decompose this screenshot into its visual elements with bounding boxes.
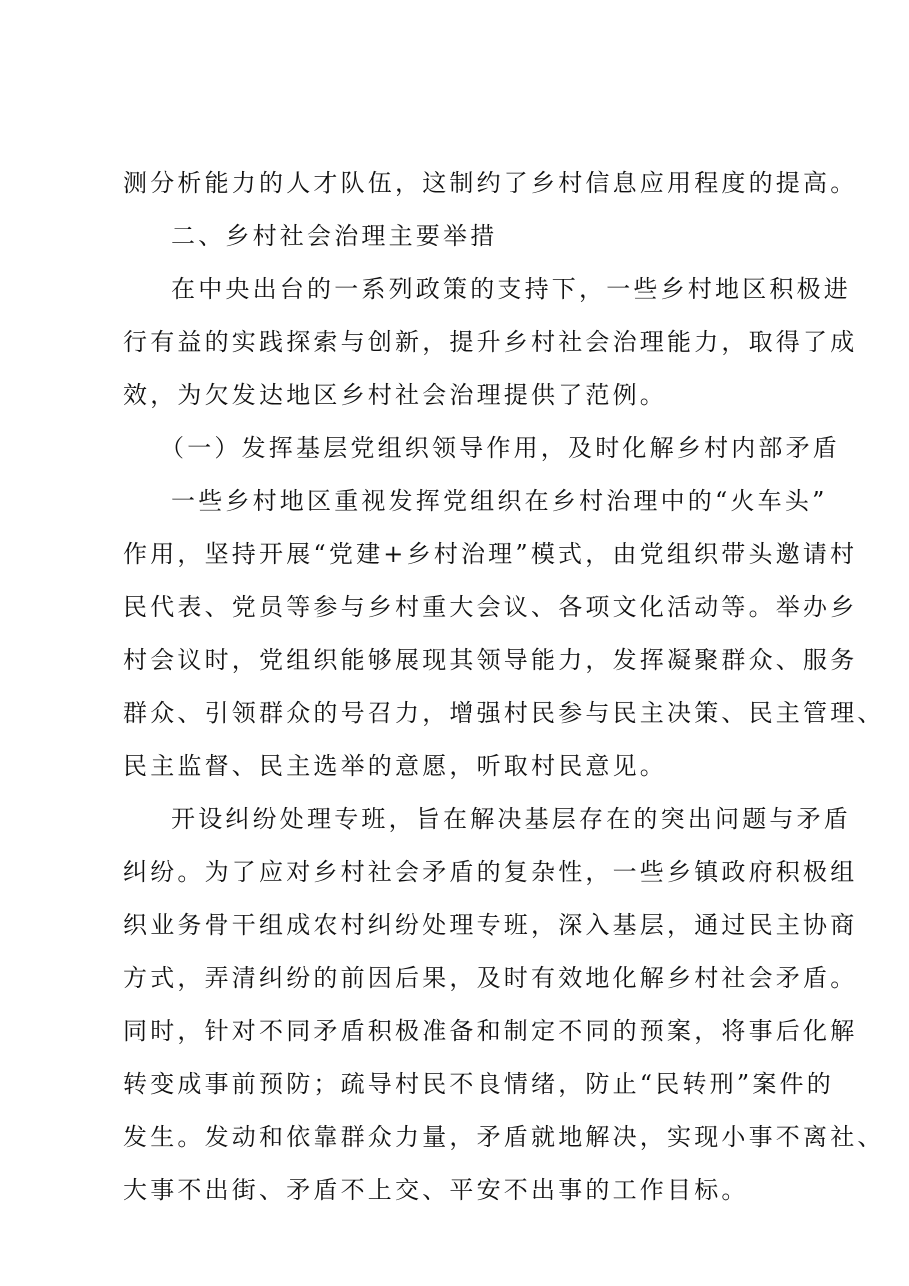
text-line: 同时，针对不同矛盾积极准备和制定不同的预案，将事后化解 bbox=[123, 1017, 858, 1045]
text-line: 行有益的实践探索与创新，提升乡村社会治理能力，取得了成 bbox=[123, 328, 858, 356]
text-line: 纠纷。为了应对乡村社会矛盾的复杂性，一些乡镇政府积极组 bbox=[123, 858, 858, 886]
text-line: 发生。发动和依靠群众力量，矛盾就地解决，实现小事不离社、 bbox=[123, 1123, 885, 1151]
text-line: 大事不出街、矛盾不上交、平安不出事的工作目标。 bbox=[123, 1176, 749, 1204]
text-line: 方式，弄清纠纷的前因后果，及时有效地化解乡村社会矛盾。 bbox=[123, 964, 858, 992]
text-line: 在中央出台的一系列政策的支持下，一些乡村地区积极进 bbox=[171, 275, 851, 303]
text-line: 测分析能力的人才队伍，这制约了乡村信息应用程度的提高。 bbox=[123, 169, 858, 197]
section-heading: 二、乡村社会治理主要举措 bbox=[171, 222, 498, 250]
text-line: 群众、引领群众的号召力，增强村民参与民主决策、民主管理、 bbox=[123, 699, 885, 727]
text-line: 开设纠纷处理专班，旨在解决基层存在的突出问题与矛盾 bbox=[171, 805, 851, 833]
text-line: 一些乡村地区重视发挥党组织在乡村治理中的“火车头” bbox=[171, 487, 828, 515]
text-line: 效，为欠发达地区乡村社会治理提供了范例。 bbox=[123, 381, 667, 409]
subsection-heading: （一）发挥基层党组织领导作用，及时化解乡村内部矛盾 bbox=[160, 434, 840, 462]
text-line: 民主监督、民主选举的意愿，听取村民意见。 bbox=[123, 752, 667, 780]
text-line: 转变成事前预防；疏导村民不良情绪，防止“民转刑”案件的 bbox=[123, 1070, 834, 1098]
text-line: 村会议时，党组织能够展现其领导能力，发挥凝聚群众、服务 bbox=[123, 646, 858, 674]
text-line: 作用，坚持开展“党建+乡村治理”模式，由党组织带头邀请村 bbox=[123, 540, 858, 568]
text-line: 民代表、党员等参与乡村重大会议、各项文化活动等。举办乡 bbox=[123, 593, 858, 621]
text-line: 织业务骨干组成农村纠纷处理专班，深入基层，通过民主协商 bbox=[123, 911, 858, 939]
